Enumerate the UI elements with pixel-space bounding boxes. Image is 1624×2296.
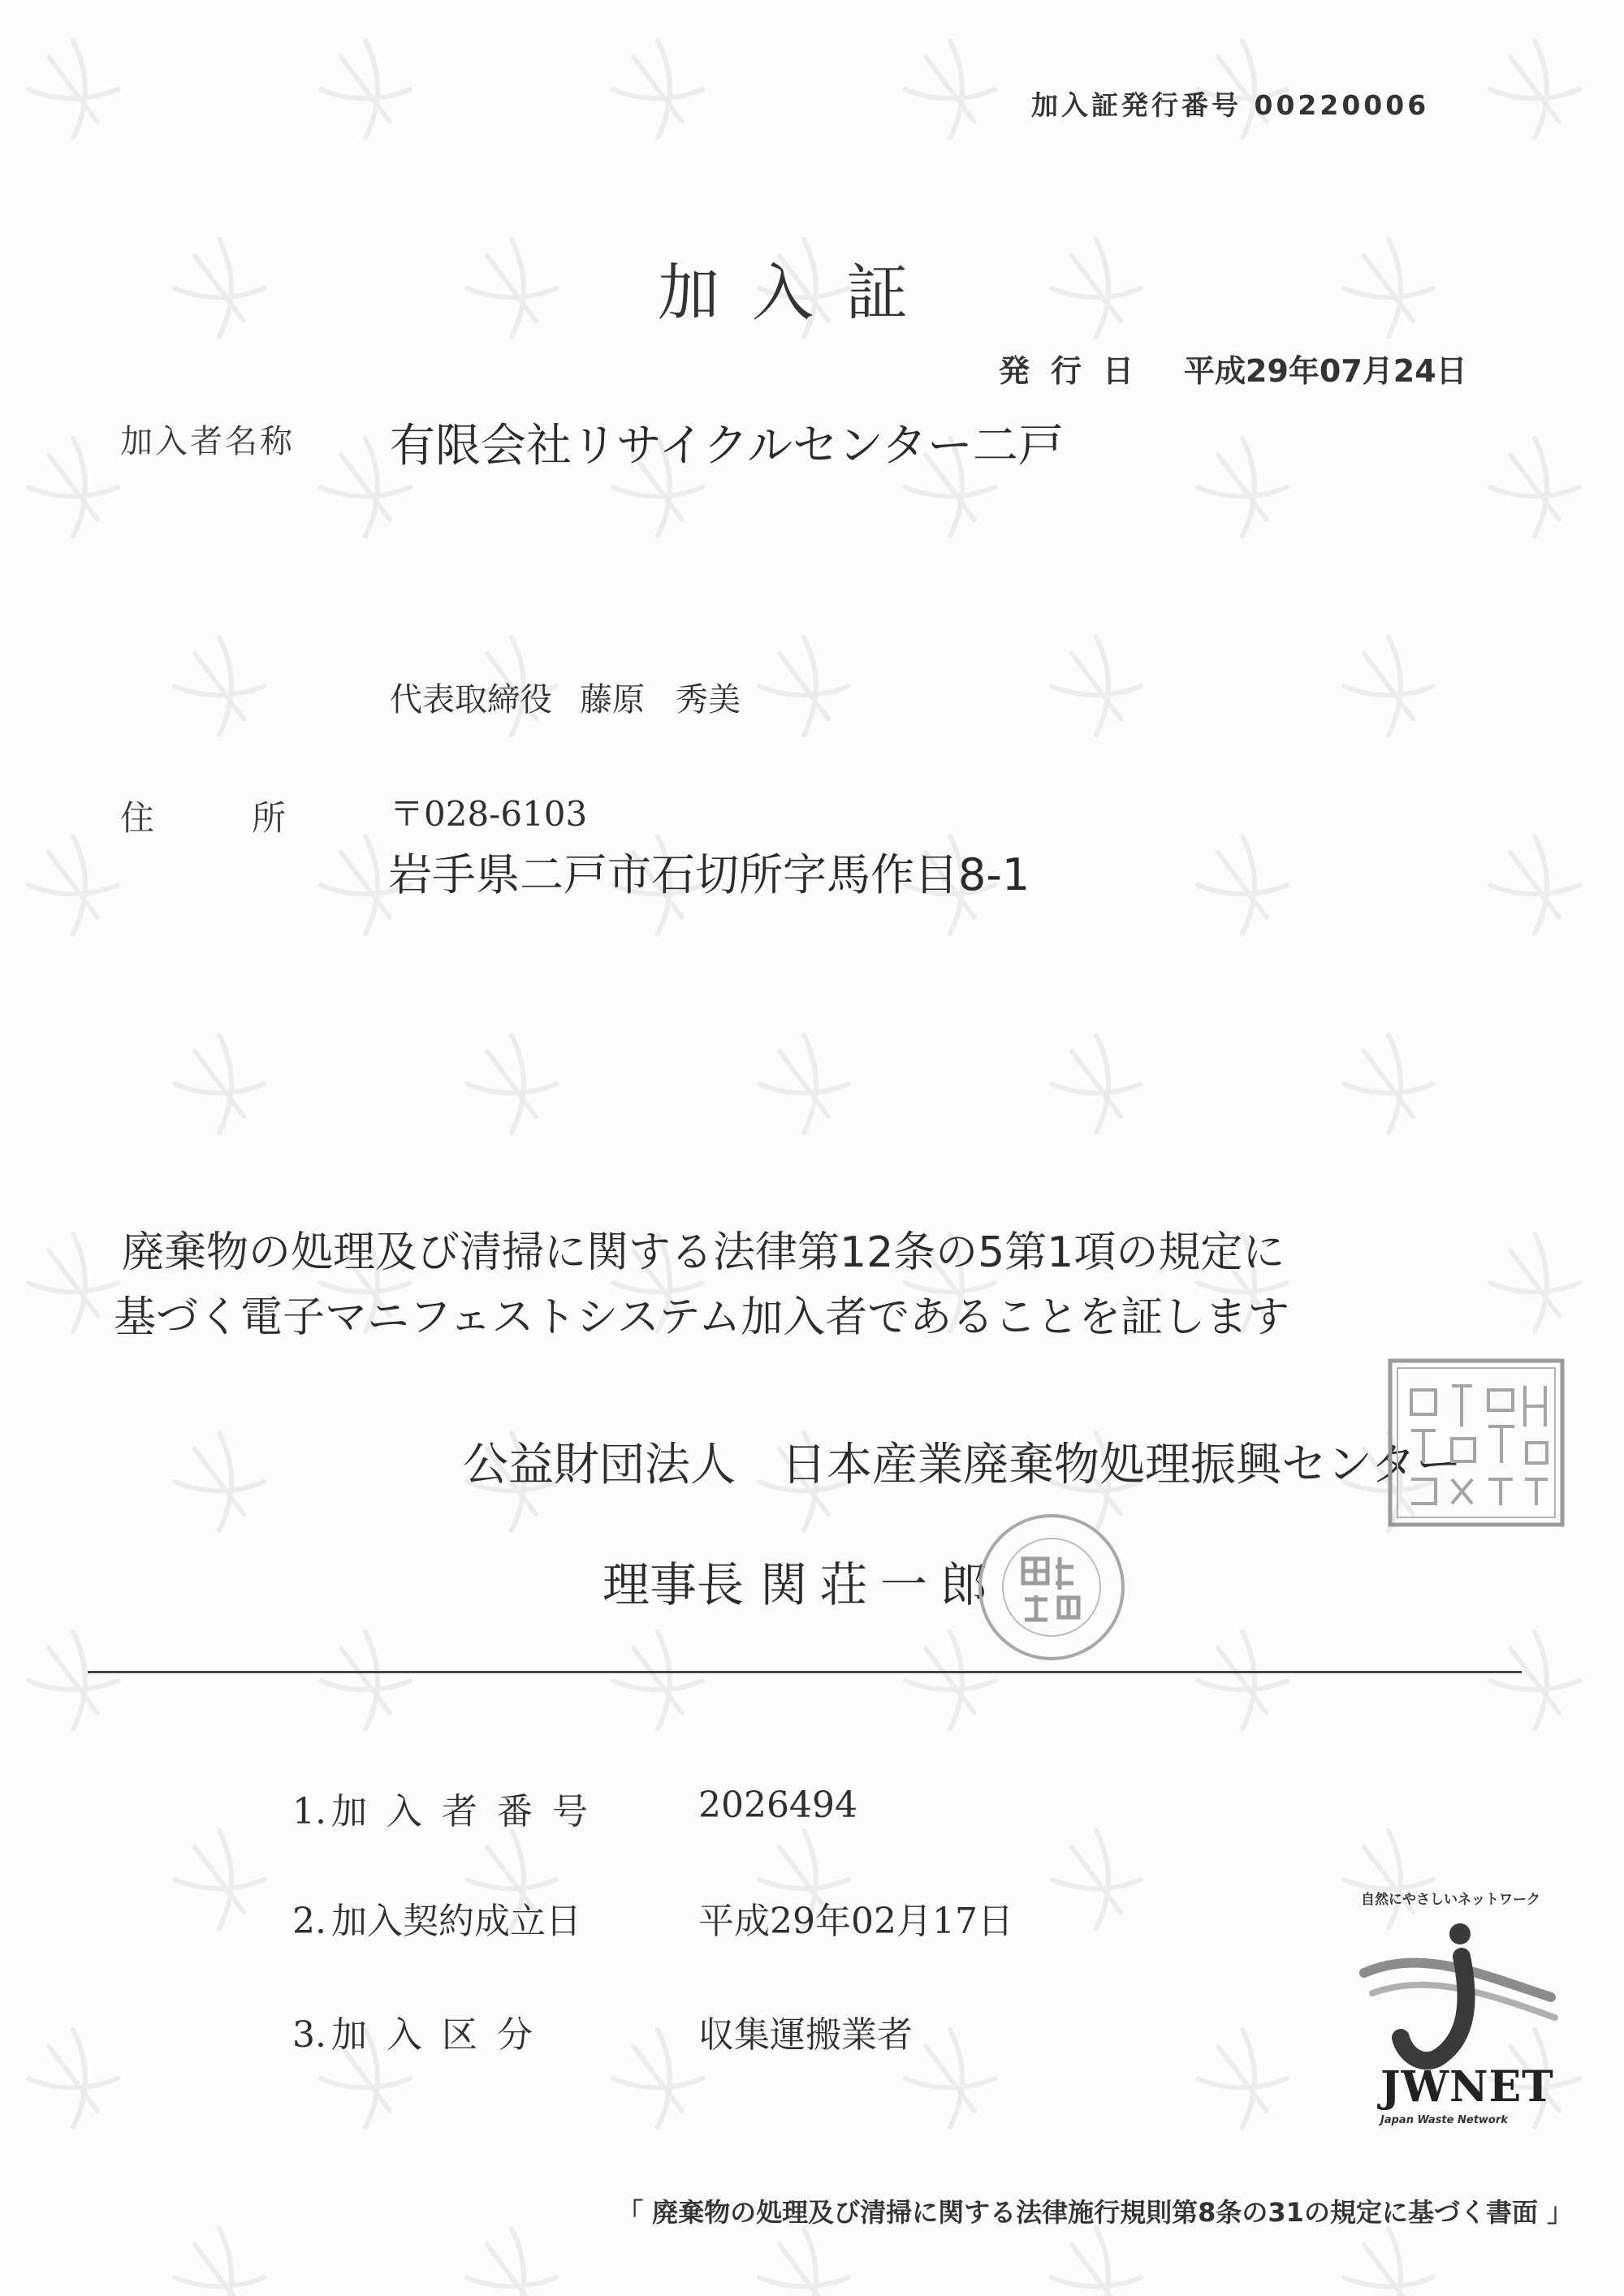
footer-legal-note: 「 廃棄物の処理及び清掃に関する法律施行規則第8条の31の規定に基づく書面 」 [617, 2197, 1574, 2228]
chairman-line [603, 1547, 1000, 1615]
watermark-motif [1344, 1831, 1433, 1928]
representative-last-name: 藤原 [580, 681, 645, 719]
watermark-motif [759, 2229, 849, 2296]
watermark-motif [613, 1632, 702, 1729]
company-name: 有限会社リサイクルセンター二戸 [390, 420, 1064, 473]
watermark-motif [1052, 240, 1141, 337]
representative-title: 代表取締役 [390, 681, 552, 719]
detail-contract-date-value: 平成29年02月17日 [698, 1901, 1013, 1942]
watermark-motif [1490, 438, 1579, 536]
watermark-motif [467, 1035, 556, 1133]
watermark-motif [1198, 438, 1287, 536]
watermark-motif [321, 41, 410, 138]
logo-slogan: 自然にやさしいネットワーク [1361, 1892, 1540, 1908]
watermark-motif [28, 2030, 118, 2127]
issue-date-label: 発行日 [999, 353, 1155, 389]
issue-number: 加入証発行番号 00220006 [1031, 89, 1430, 121]
detail-member-category-value: 収集運搬業者 [698, 2014, 913, 2056]
address-label: 住所 [120, 798, 384, 838]
watermark-motif [175, 240, 264, 337]
watermark-motif [28, 1632, 118, 1729]
watermark-motif [175, 2229, 264, 2296]
certificate-title: 加入証 [658, 257, 940, 329]
watermark-motif [905, 2030, 995, 2127]
watermark-motif [759, 637, 849, 735]
watermark-motif [1490, 836, 1579, 934]
detail-member-category-label: 3. 加入区分 [292, 2014, 552, 2056]
watermark-motif [1052, 2229, 1141, 2296]
statement-line-2: 基づく電子マニフェストシステム加入者であることを証します [114, 1293, 1290, 1342]
detail-member-number-label: 1. 加入者番号 [292, 1791, 607, 1832]
watermark-motif [905, 41, 995, 138]
logo-subtitle: Japan Waste Network [1380, 2114, 1508, 2126]
watermark-motif [321, 1632, 410, 1729]
statement-line-1: 廃棄物の処理及び清掃に関する法律第12条の5第1項の規定に [122, 1228, 1285, 1277]
issue-date-line [999, 346, 1467, 391]
watermark-motif [467, 240, 556, 337]
representative-first-name: 秀美 [676, 681, 741, 719]
detail-contract-date-label: 2. 加入契約成立日 [292, 1901, 581, 1942]
watermark-motif [467, 2229, 556, 2296]
watermark-motif [1490, 1234, 1579, 1331]
watermark-motif [613, 41, 702, 138]
watermark-motif [1052, 1831, 1141, 1928]
chairman-name: 関荘一郎 [760, 1557, 1001, 1612]
watermark-motif [28, 836, 118, 934]
watermark-motif [175, 1831, 264, 1928]
watermark-motif [1490, 1632, 1579, 1729]
watermark-motif [1344, 1035, 1433, 1133]
watermark-motif [1052, 637, 1141, 735]
detail-member-number-value: 2026494 [698, 1785, 857, 1826]
watermark-motif [28, 41, 118, 138]
watermark-motif [175, 1035, 264, 1133]
watermark-motif [1198, 2030, 1287, 2127]
watermark-motif [1344, 2229, 1433, 2296]
watermark-motif [1490, 41, 1579, 138]
section-divider [88, 1671, 1522, 1673]
watermark-motif [175, 637, 264, 735]
watermark-motif [28, 1234, 118, 1331]
chairman-seal-stamp [974, 1510, 1129, 1664]
watermark-motif [613, 2030, 702, 2127]
member-name-label: 加入者名称 [120, 423, 295, 460]
postal-code: 〒028-6103 [390, 794, 588, 834]
jwnet-logo-icon [1348, 1916, 1575, 2070]
issue-date-value: 平成29年07月24日 [1184, 353, 1467, 389]
watermark-motif [759, 1035, 849, 1133]
watermark-motif [1198, 836, 1287, 934]
watermark-motif [28, 438, 118, 536]
watermark-motif [1052, 1035, 1141, 1133]
logo-name: JWNET [1380, 2062, 1554, 2112]
organization-seal-stamp [1387, 1357, 1566, 1528]
address: 岩手県二戸市石切所字馬作目8-1 [388, 849, 1030, 900]
watermark-motif [1344, 637, 1433, 735]
representative [390, 674, 741, 720]
watermark-motif [175, 1433, 264, 1530]
watermark-motif [1198, 1632, 1287, 1729]
issuing-organization: 公益財団法人 日本産業廃棄物処理振興センター [463, 1439, 1462, 1491]
watermark-motif [1344, 240, 1433, 337]
chairman-title: 理事長 [603, 1557, 745, 1612]
